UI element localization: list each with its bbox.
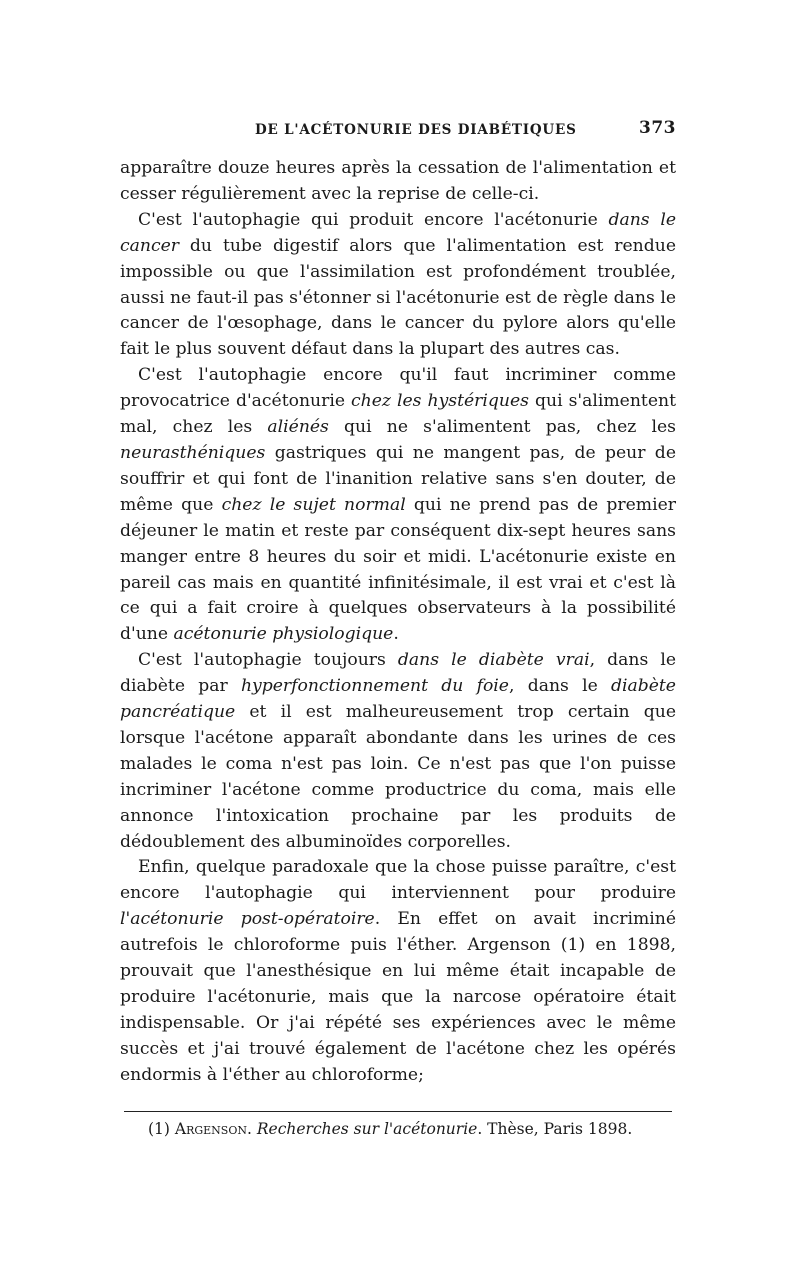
book-page [120,118,676,1140]
p3-text-i: qui ne prend pas de premier déjeuner le matin et reste par conséquent dix-sept heures sans manger entre 8 heures du soir et midi. L'acétonurie existe en pareil cas mais en quantité infinitésimale, il est vrai et c'est là ce qui a fait croire à quelques observateurs à la possibilité d'une [120,494,676,645]
p3-emphasis-acetonurie-physiologique: acétonurie physiologique [173,624,394,645]
body-text [120,156,676,1089]
p2-text-c: du tube digestif alors que l'alimentation est rendue impossible ou que l'assimilation est profondément troublée, aussi ne faut-il pas s'étonner si l'acétonurie est de règle dans le cancer de l'œsophage, dans le cancer du pylore alors qu'elle fait le plus souvent défaut dans la plupart des autres cas. [120,235,676,360]
footnote-marker: (1) [148,1119,175,1138]
p2-emphasis-cancer: dans le cancer [120,209,676,256]
p3-text-k: . [393,624,399,645]
paragraph-3 [120,363,676,648]
paragraph-1: apparaître douze heures après la cessation de l'alimentation et cesser régulièrement avec la reprise de celle-ci. [120,158,676,204]
p3-text-c: qui s'alimentent mal, chez les [120,391,676,438]
paragraph-4 [120,648,676,855]
p5-text-a: Enfin, quelque paradoxale que la chose puisse paraître, c'est encore l'autophagie qui interviennent pour produire [120,857,676,904]
p4-text-c: , dans le diabète par [120,650,677,697]
running-title: DE L'ACÉTONURIE DES DIABÉTIQUES [255,122,577,138]
p4-emphasis-diabete-vrai: dans le diabète vrai [397,650,590,671]
p2-text-a: C'est l'autophagie qui produit encore l'acétonurie [138,209,609,230]
p4-text-a: C'est l'autophagie toujours [138,650,398,671]
p4-emphasis-hyperfonctionnement: hyperfonctionnement du foie [240,676,509,697]
footnote [148,1118,676,1140]
p3-text-g: gastriques qui ne mangent pas, de peur de souffrir et qui font de l'inanition relative sans s'en douter, de même que [120,442,676,515]
footnote-rest: . Thèse, Paris 1898. [477,1119,633,1138]
footnote-author: Argenson [174,1119,247,1138]
p4-emphasis-diabete-pancreatique: diabète pancréatique [120,676,676,723]
p3-emphasis-sujet-normal: chez le sujet normal [221,494,406,515]
p4-text-g: et il est malheureusement trop certain que lorsque l'acétone apparaît abondante dans les urines de ces malades le coma n'est pas loin. Ce n'est pas que l'on puisse incriminer l'acétone comme productrice du coma, mais elle annonce l'intoxication prochaine par les produits de dédoublement des albuminoïdes corporelles. [120,702,676,852]
p4-text-e: , dans le [508,676,611,697]
p3-text-e: qui ne s'alimentent pas, chez les [328,417,676,438]
p5-emphasis-acetonurie-post-operatoire: l'acétonurie post-opératoire [120,909,375,930]
footnote-separator: . [247,1119,257,1138]
paragraph-2 [120,208,676,363]
paragraph-5 [120,855,676,1088]
p3-text-a: C'est l'autophagie encore qu'il faut incriminer comme provocatrice d'acétonurie [120,365,676,412]
p3-emphasis-neurastheniques: neurasthéniques [120,442,266,463]
footnote-rule [124,1111,672,1112]
p3-emphasis-alienes: aliénés [267,417,329,438]
p3-emphasis-hysteriques: chez les hystériques [351,391,529,412]
footnote-title: Recherches sur l'acétonurie [256,1119,478,1138]
page-header [120,118,676,148]
p5-text-c: . En effet on avait incriminé autrefois le chloroforme puis l'éther. Argenson (1) en 1898, prouvait que l'anesthésique en lui même était incapable de produire l'acétonurie, mais que la narcose opératoire était indispensable. Or j'ai répété ses expériences avec le même succès et j'ai trouvé également de l'acétone chez les opérés endormis à l'éther au chloroforme; [120,909,676,1085]
page-number: 373 [639,118,676,138]
